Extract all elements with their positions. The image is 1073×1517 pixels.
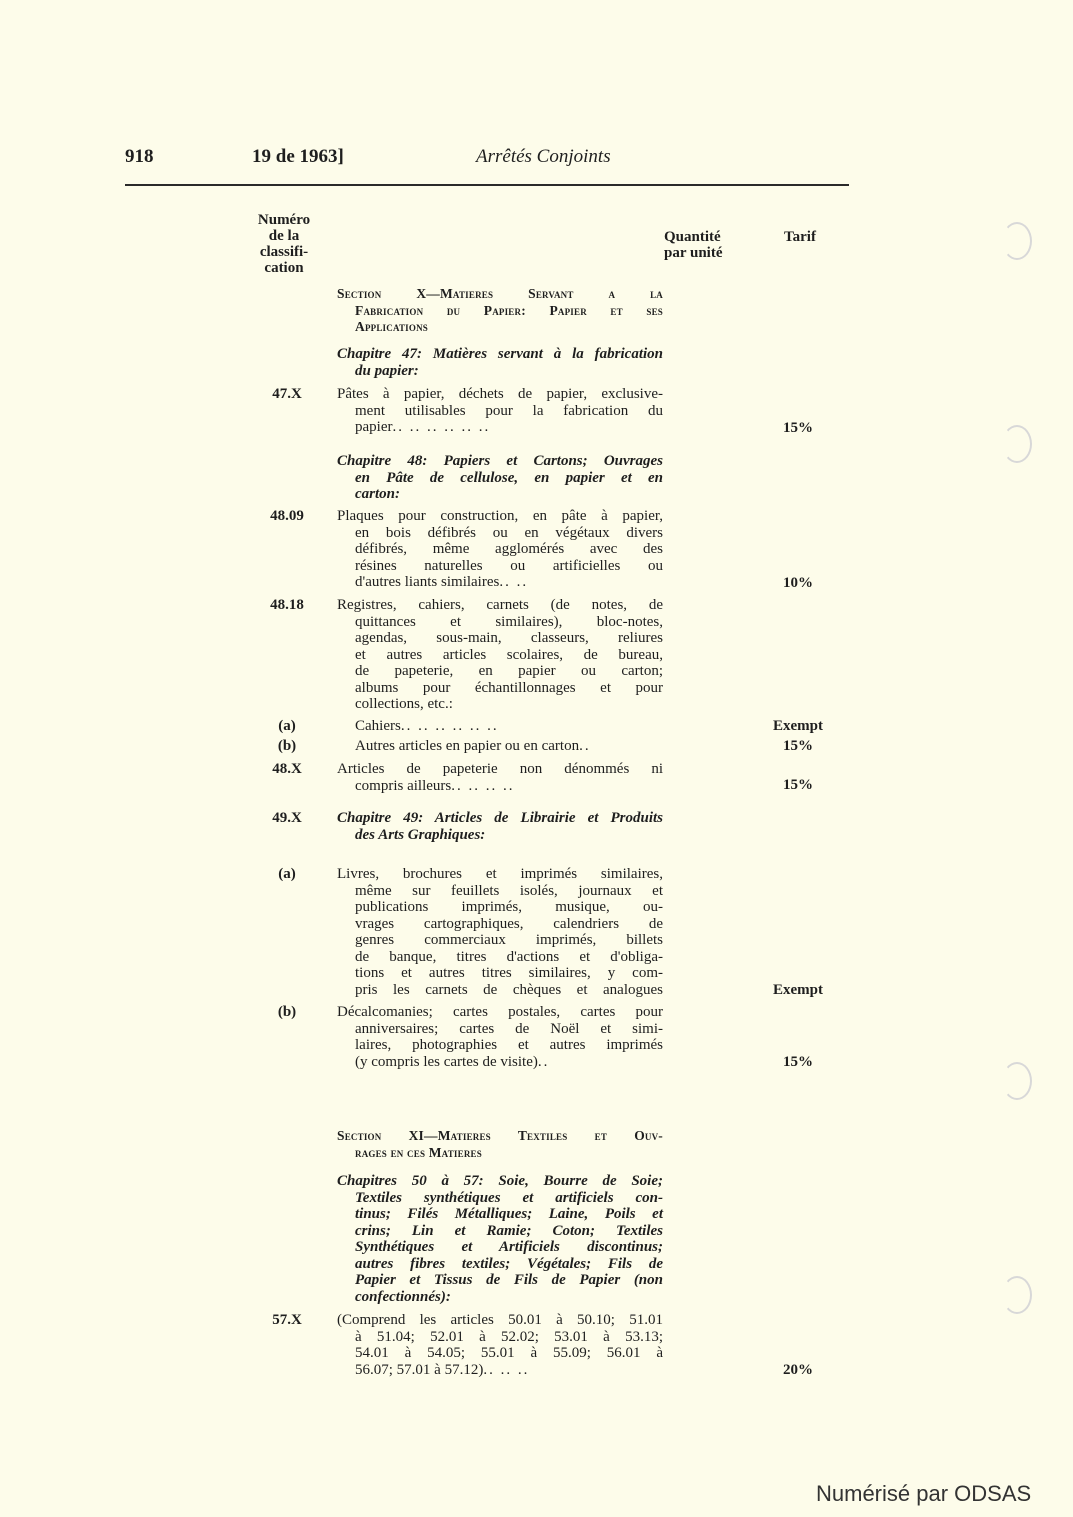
section-x-line: Fabrication du Papier: Papier et ses: [355, 302, 663, 318]
item-49b-description: [337, 1004, 663, 1070]
sub-item-text: Cahiers: [355, 718, 401, 734]
column-header-tariff: Tarif: [784, 229, 816, 245]
chapters-50-57-line: Papier et Tissus de Fils de Papier (non: [355, 1272, 663, 1288]
item-4818-line: collections, etc.:: [355, 696, 453, 712]
item-57x-line: (Comprend les articles 50.01 à 50.10; 51.01: [337, 1312, 663, 1328]
sub-item-text: Autres articles en papier ou en carton: [355, 738, 580, 754]
chapter-49-line: des Arts Graphiques:: [355, 826, 486, 843]
item-49a-line: genres commerciaux imprimés, billets: [355, 932, 663, 948]
item-number-49x: 49.X: [272, 810, 302, 826]
item-57x-line: à 51.04; 52.01 à 52.02; 53.01 à 53.13;: [355, 1328, 663, 1345]
leader-dots: .. .. .. .. .. ..: [400, 718, 499, 734]
tariff-4809: 10%: [783, 575, 813, 591]
item-49a-line: même sur feuillets isolés, journaux et: [355, 882, 663, 899]
item-48x-line: Articles de papeterie non dénommés ni: [337, 761, 663, 777]
item-number-47x: 47.X: [272, 386, 302, 402]
item-number-48x: 48.X: [272, 761, 302, 777]
tariff-4818b: 15%: [783, 738, 813, 754]
chapter-49-heading: [337, 810, 663, 843]
item-4809-line: d'autres liants similaires: [355, 574, 500, 590]
punch-hole-mark: [1002, 1062, 1032, 1100]
item-49a-line: Livres, brochures et imprimés similaires,: [337, 866, 663, 882]
item-48x-description: [337, 761, 663, 794]
leader-dots: .. .. .. .. .. ..: [392, 419, 491, 435]
item-number-4809: 48.09: [270, 508, 304, 524]
item-number-4818: 48.18: [270, 597, 304, 613]
chapters-50-57-line: Chapitres 50 à 57: Soie, Bourre de Soie;: [337, 1173, 663, 1189]
item-49a-line: vrages cartographiques, calendriers de: [355, 915, 663, 932]
sub-item-label: (b): [277, 738, 297, 754]
leader-dots: ..: [537, 1053, 550, 1070]
item-47x-description: [337, 386, 663, 436]
leader-dots: .. ..: [499, 574, 529, 590]
section-x-line: Applications: [355, 319, 428, 334]
tariff-49a: Exempt: [773, 982, 823, 998]
item-4818-line: albums pour échantillonnages et pour: [355, 679, 663, 696]
chapter-48-line: en Pâte de cellulose, en papier et en: [355, 469, 663, 486]
item-49b-line: Décalcomanies; cartes postales, cartes pour: [337, 1004, 663, 1020]
section-x-heading: [337, 286, 663, 336]
item-4809-line: défibrés, même agglomérés avec des: [355, 541, 663, 557]
item-4818-description: [337, 597, 663, 713]
chapters-50-57-line: confectionnés):: [355, 1288, 451, 1305]
item-49a-line: tions et autres titres similaires, y com-: [355, 965, 663, 981]
column-header-quantity: [664, 229, 754, 261]
chapters-50-57-line: crins; Lin et Ramie; Coton; Textiles: [355, 1222, 663, 1239]
page-title: Arrêtés Conjoints: [476, 146, 611, 167]
item-4809-description: [337, 508, 663, 591]
chapters-50-57-line: Textiles synthétiques et artificiels con-: [355, 1189, 663, 1206]
header-rule: [125, 184, 849, 186]
sub-item-4818b: [337, 738, 663, 755]
section-xi-heading: [337, 1128, 663, 1161]
item-49b-line: (y compris les cartes de visite): [355, 1053, 538, 1070]
section-xi-line: rages en ces Matieres: [355, 1144, 482, 1160]
column-header-number-line: Numéro: [257, 212, 311, 228]
item-4818-line: Registres, cahiers, carnets (de notes, de: [337, 597, 663, 613]
item-57x-line: 54.01 à 54.05; 55.01 à 55.09; 56.01 à: [355, 1345, 663, 1361]
item-49a-line: de banque, titres d'actions et d'obliga-: [355, 948, 663, 965]
item-4809-line: Plaques pour construction, en pâte à papier,: [337, 508, 663, 524]
item-49a-description: [337, 866, 663, 998]
digitization-credit: Numérisé par ODSAS: [816, 1481, 1032, 1506]
chapter-49-line: Chapitre 49: Articles de Librairie et Produits: [337, 810, 663, 826]
column-header-quantity-line: par unité: [664, 245, 723, 261]
leader-dots: ..: [579, 738, 591, 754]
item-57x-line: 56.07; 57.01 à 57.12): [355, 1361, 484, 1378]
chapter-47-line: du papier:: [355, 362, 419, 379]
item-57x-description: [337, 1312, 663, 1378]
item-4818-line: et autres articles scolaires, de bureau,: [355, 646, 663, 663]
item-4809-line: résines naturelles ou artificielles ou: [355, 557, 663, 574]
tariff-57x: 20%: [783, 1362, 813, 1378]
item-47x-line: Pâtes à papier, déchets de papier, exclusive-: [337, 386, 663, 402]
item-4818-line: de papeterie, en papier ou carton;: [355, 663, 663, 679]
punch-hole-mark: [1002, 222, 1032, 260]
item-47x-line: papier: [355, 419, 393, 435]
chapter-48-heading: [337, 453, 663, 503]
sub-item-label: (b): [277, 1004, 297, 1020]
leader-dots: .. .. ..: [483, 1361, 530, 1378]
item-49a-line: publications imprimés, musique, ou-: [355, 899, 663, 915]
column-header-number-line: de la: [268, 228, 300, 244]
chapter-48-line: Chapitre 48: Papiers et Cartons; Ouvrages: [337, 453, 663, 469]
sub-item-4818a: [337, 718, 663, 735]
punch-hole-mark: [1002, 1276, 1032, 1314]
chapters-50-57-heading: [337, 1173, 663, 1305]
page-number: 918: [125, 146, 154, 167]
header-date: 19 de 1963]: [252, 146, 344, 167]
column-header-number-line: classifi-: [259, 244, 309, 260]
item-number-57x: 57.X: [272, 1312, 302, 1328]
chapter-47-heading: [337, 346, 663, 379]
item-49a-line: pris les carnets de chèques et analogues: [355, 981, 663, 998]
item-4809-line: en bois défibrés ou en végétaux divers: [355, 524, 663, 541]
leader-dots: .. .. .. ..: [451, 777, 515, 794]
tariff-48x: 15%: [783, 777, 813, 793]
item-4818-line: quittances et similaires), bloc-notes,: [355, 613, 663, 630]
column-header-quantity-line: Quantité: [664, 229, 721, 245]
item-49b-line: anniversaires; cartes de Noël et simi-: [355, 1020, 663, 1037]
tariff-4818a: Exempt: [773, 718, 823, 734]
sub-item-label: (a): [278, 866, 296, 882]
column-header-number: [244, 212, 324, 276]
chapters-50-57-line: Synthétiques et Artificiels discontinus;: [355, 1239, 663, 1255]
section-x-line: Section X—Matieres Servant a la: [337, 286, 663, 301]
punch-hole-mark: [1002, 425, 1032, 463]
column-header-number-line: cation: [264, 260, 304, 276]
sub-item-label: (a): [278, 718, 296, 734]
item-4818-line: agendas, sous-main, classeurs, reliures: [355, 630, 663, 646]
chapters-50-57-line: tinus; Filés Métalliques; Laine, Poils et: [355, 1206, 663, 1222]
item-49b-line: laires, photographies et autres imprimés: [355, 1037, 663, 1053]
tariff-49b: 15%: [783, 1054, 813, 1070]
item-47x-line: ment utilisables pour la fabrication du: [355, 402, 663, 419]
item-48x-line: compris ailleurs: [355, 777, 452, 794]
chapter-48-line: carton:: [355, 486, 400, 502]
tariff-47x: 15%: [783, 420, 813, 436]
section-xi-line: Section XI—Matieres Textiles et Ouv-: [337, 1128, 663, 1143]
chapters-50-57-line: autres fibres textiles; Végétales; Fils de: [355, 1255, 663, 1272]
chapter-47-line: Chapitre 47: Matières servant à la fabrication: [337, 346, 663, 362]
